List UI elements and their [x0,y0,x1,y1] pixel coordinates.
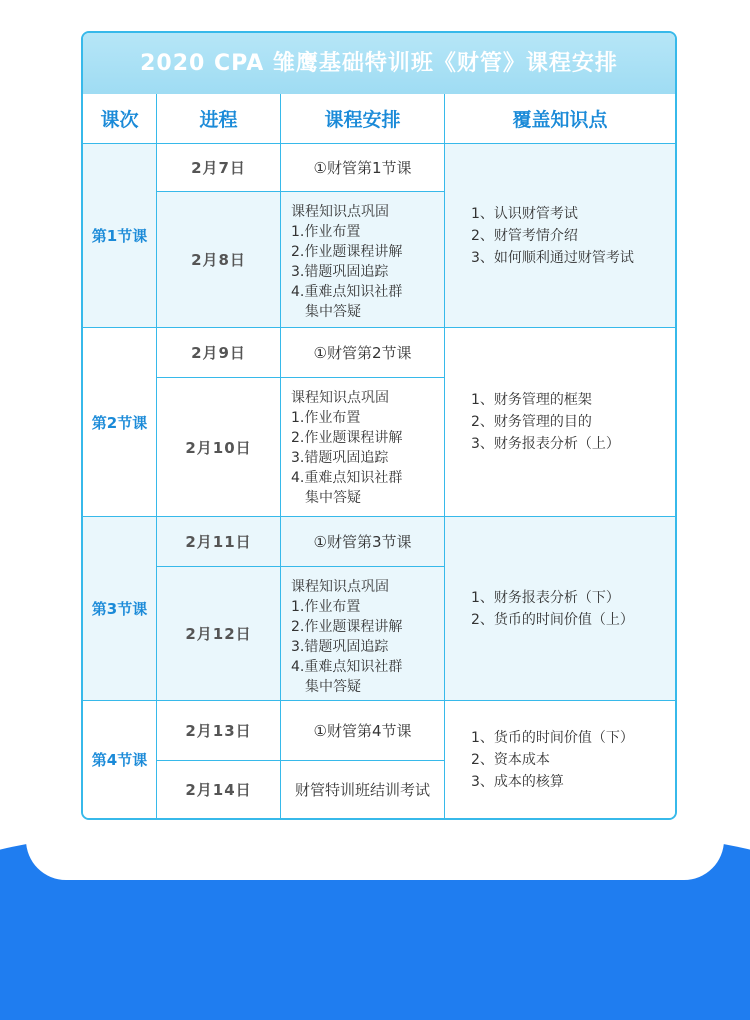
topic-item: 1、财务管理的框架 [471,392,592,408]
review-item: 1.作业布置 [291,599,361,615]
schedule-table [81,31,677,820]
lesson-2-review [281,378,445,517]
review-item: 1.作业布置 [291,224,361,240]
lesson-2-topics [445,328,675,517]
review-title: 课程知识点巩固 [291,204,389,220]
review-item: 2.作业题课程讲解 [291,430,403,446]
review-item: 1.作业布置 [291,410,361,426]
review-item: 4.重难点知识社群 [291,659,403,675]
lesson-1-topics [445,144,675,328]
review-item: 4.重难点知识社群 [291,470,403,486]
topic-item: 1、货币的时间价值（下） [471,729,634,746]
lesson-2-course: ①财管第2节课 [281,328,445,378]
lesson-1-name: 第1节课 [83,144,157,328]
lesson-2-date-1: 2月9日 [157,328,281,378]
review-title: 课程知识点巩固 [291,579,389,595]
lesson-2-name: 第2节课 [83,328,157,517]
lesson-3-topics [445,517,675,701]
lesson-3-date-2: 2月12日 [157,567,281,701]
topic-item: 2、财务管理的目的 [471,414,592,430]
review-title: 课程知识点巩固 [291,390,389,406]
lesson-2-date-2: 2月10日 [157,378,281,517]
header-lesson: 课次 [83,94,157,144]
lesson-4-date-2: 2月14日 [157,761,281,818]
topic-item: 3、成本的核算 [471,773,564,790]
review-item: 2.作业题课程讲解 [291,244,403,260]
topic-item: 2、资本成本 [471,751,550,768]
review-item: 2.作业题课程讲解 [291,619,403,635]
lesson-1-course: ①财管第1节课 [281,144,445,192]
topic-item: 1、财务报表分析（下） [471,589,620,606]
lesson-4-name: 第4节课 [83,701,157,818]
lesson-1-date-2: 2月8日 [157,192,281,328]
topic-item: 3、财务报表分析（上） [471,436,620,452]
header-course: 课程安排 [281,94,445,144]
review-item: 3.错题巩固追踪 [291,639,389,655]
lesson-3-course: ①财管第3节课 [281,517,445,567]
review-item: 4.重难点知识社群 [291,284,403,300]
lesson-3-review [281,567,445,701]
lesson-3-name: 第3节课 [83,517,157,701]
lesson-4-date-1: 2月13日 [157,701,281,761]
topic-item: 2、财管考情介绍 [471,227,578,244]
review-item: 3.错题巩固追踪 [291,450,389,466]
lesson-4-topics [445,701,675,818]
review-item: 集中答疑 [305,679,361,695]
topic-item: 2、货币的时间价值（上） [471,611,634,628]
lesson-3-date-1: 2月11日 [157,517,281,567]
lesson-1-date-1: 2月7日 [157,144,281,192]
review-item: 3.错题巩固追踪 [291,264,389,280]
topic-item: 3、如何顺利通过财管考试 [471,249,634,266]
topic-item: 1、认识财管考试 [471,205,578,222]
lesson-4-exam: 财管特训班结训考试 [281,761,445,818]
review-item: 集中答疑 [305,490,361,506]
lesson-1-review [281,192,445,328]
review-item: 集中答疑 [305,304,361,320]
table-title: 2020 CPA 雏鹰基础特训班《财管》课程安排 [83,33,675,94]
lesson-4-course: ①财管第4节课 [281,701,445,761]
header-topics: 覆盖知识点 [445,94,675,144]
header-progress: 进程 [157,94,281,144]
